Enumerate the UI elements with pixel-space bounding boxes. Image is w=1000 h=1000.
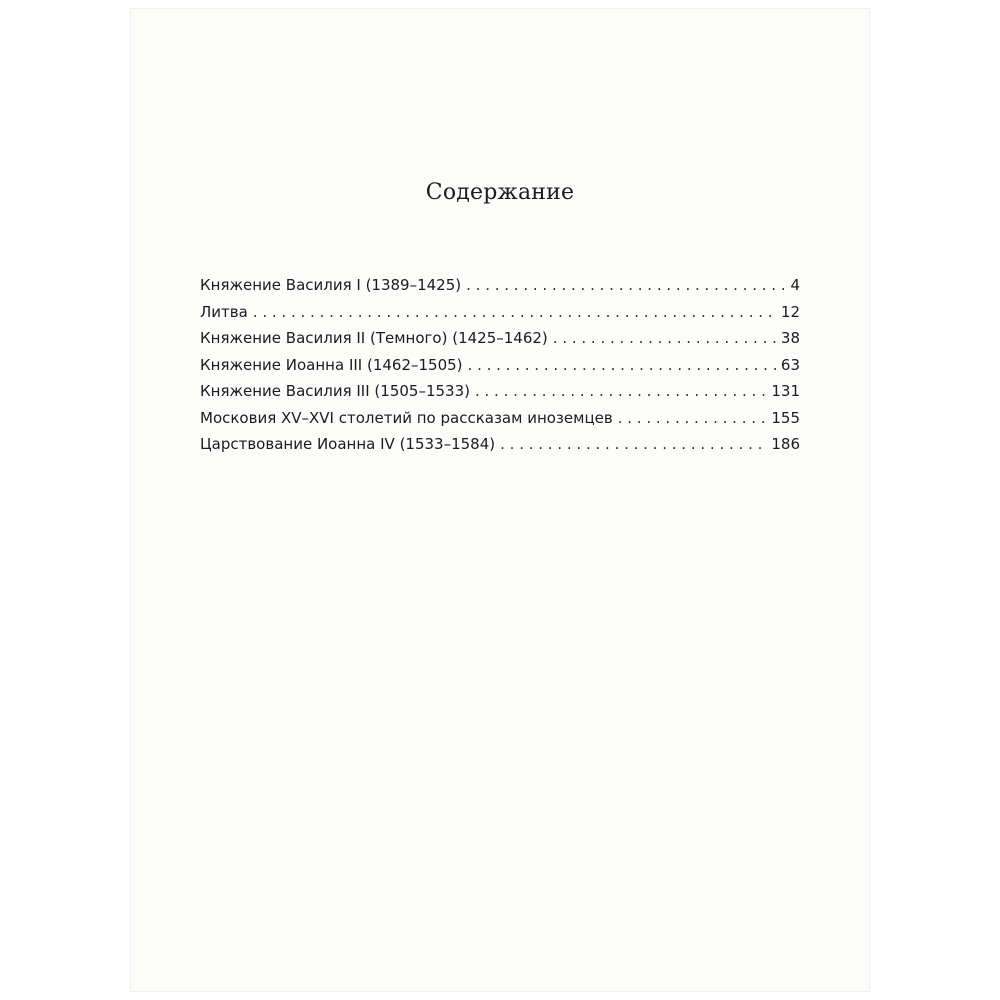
table-of-contents [200,276,800,462]
toc-entry-page: 155 [771,408,800,427]
toc-entry-title: Княжение Василия II (Темного) (1425–1462) [200,329,548,347]
toc-entry-page: 186 [771,435,800,453]
toc-dot-leader [253,303,778,321]
toc-dot-leader [553,329,778,347]
toc-entry-title: Княжение Иоанна III (1462–1505) [200,355,463,374]
toc-entry [200,356,800,383]
toc-entry [200,409,800,436]
toc-entry-page: 131 [771,382,800,400]
toc-entry-page: 12 [780,302,800,321]
book-page [130,8,870,992]
toc-entry-page: 38 [780,329,800,347]
toc-dot-leader [475,382,768,400]
toc-dot-leader [500,435,768,453]
toc-entry-title: Московия XV–XVI столетий по рассказам иноземцев [200,408,613,427]
toc-entry-title: Княжение Василия I (1389–1425) [200,276,462,294]
toc-dot-leader [466,276,787,294]
toc-entry-page: 4 [790,276,800,294]
toc-entry [200,303,800,330]
toc-entry [200,382,800,409]
page-title: Содержание [425,180,575,205]
toc-entry-title: Литва [200,302,248,321]
toc-entry [200,329,800,356]
toc-entry-page: 63 [780,355,800,374]
toc-entry-title: Царствование Иоанна IV (1533–1584) [200,435,496,453]
toc-dot-leader [618,409,769,427]
toc-entry-title: Княжение Василия III (1505–1533) [200,382,470,400]
toc-dot-leader [468,356,778,374]
toc-entry [200,276,800,303]
toc-entry [200,435,800,462]
